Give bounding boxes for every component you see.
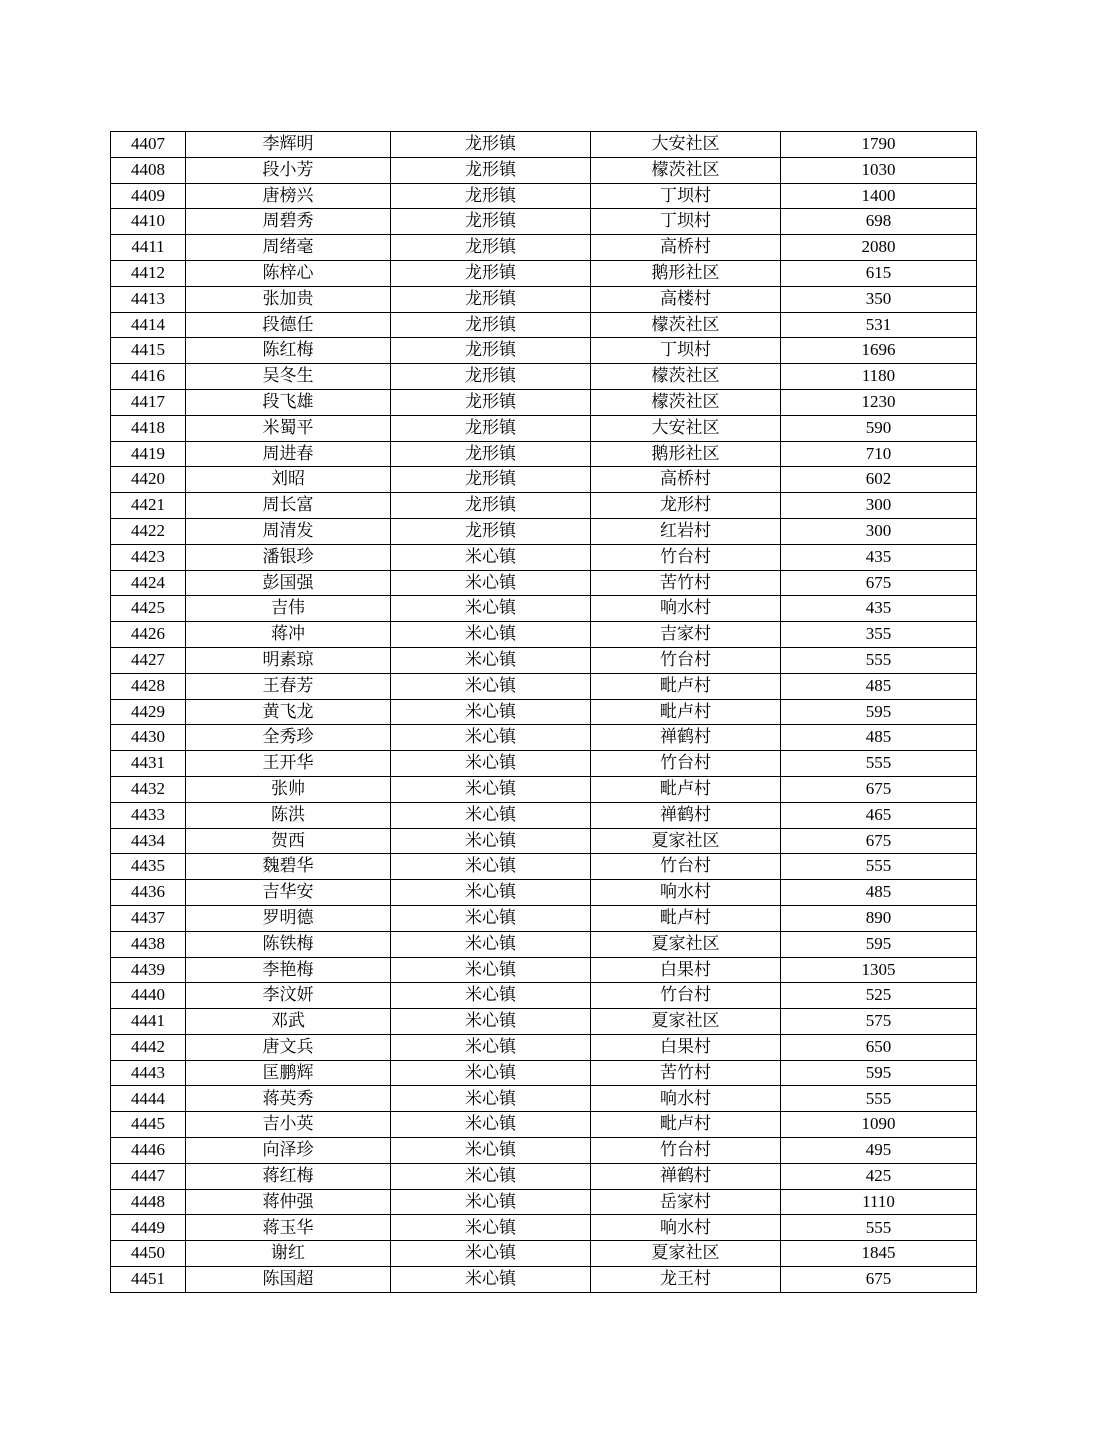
cell-amount: 1400 [781,183,977,209]
cell-name: 蒋红梅 [186,1163,391,1189]
cell-id: 4420 [111,467,186,493]
cell-village: 竹台村 [591,854,781,880]
cell-amount: 1696 [781,338,977,364]
cell-amount: 465 [781,802,977,828]
cell-amount: 555 [781,1086,977,1112]
cell-village: 禅鹤村 [591,725,781,751]
cell-town: 米心镇 [391,1241,591,1267]
cell-id: 4449 [111,1215,186,1241]
cell-id: 4439 [111,957,186,983]
cell-name: 蒋冲 [186,622,391,648]
cell-amount: 485 [781,673,977,699]
table-row [111,957,977,983]
table-row [111,493,977,519]
table-row [111,286,977,312]
cell-town: 米心镇 [391,1112,591,1138]
cell-village: 鹅形社区 [591,260,781,286]
cell-amount: 485 [781,725,977,751]
cell-name: 陈铁梅 [186,931,391,957]
cell-village: 檬茨社区 [591,364,781,390]
cell-name: 段飞雄 [186,389,391,415]
cell-amount: 495 [781,1138,977,1164]
cell-amount: 675 [781,828,977,854]
cell-name: 全秀珍 [186,725,391,751]
table-row [111,1189,977,1215]
cell-village: 竹台村 [591,544,781,570]
cell-id: 4408 [111,157,186,183]
cell-village: 大安社区 [591,132,781,158]
cell-town: 米心镇 [391,1138,591,1164]
cell-amount: 1790 [781,132,977,158]
cell-name: 周碧秀 [186,209,391,235]
cell-id: 4409 [111,183,186,209]
table-row [111,1163,977,1189]
cell-id: 4440 [111,983,186,1009]
cell-village: 夏家社区 [591,1009,781,1035]
cell-town: 龙形镇 [391,364,591,390]
cell-amount: 595 [781,699,977,725]
table-row [111,235,977,261]
cell-village: 岳家村 [591,1189,781,1215]
cell-amount: 355 [781,622,977,648]
cell-name: 刘昭 [186,467,391,493]
cell-village: 丁坝村 [591,209,781,235]
table-row [111,802,977,828]
cell-name: 罗明德 [186,905,391,931]
cell-town: 龙形镇 [391,441,591,467]
cell-village: 禅鹤村 [591,802,781,828]
cell-village: 苦竹村 [591,1060,781,1086]
table-row [111,1060,977,1086]
cell-village: 白果村 [591,1034,781,1060]
table-row [111,183,977,209]
cell-amount: 555 [781,1215,977,1241]
table-row [111,776,977,802]
table-row [111,1138,977,1164]
cell-name: 黄飞龙 [186,699,391,725]
cell-amount: 1180 [781,364,977,390]
cell-id: 4431 [111,751,186,777]
cell-amount: 435 [781,596,977,622]
cell-name: 段德任 [186,312,391,338]
cell-id: 4437 [111,905,186,931]
cell-town: 米心镇 [391,622,591,648]
cell-town: 米心镇 [391,1009,591,1035]
cell-village: 毗卢村 [591,776,781,802]
cell-id: 4414 [111,312,186,338]
cell-id: 4425 [111,596,186,622]
cell-town: 米心镇 [391,570,591,596]
cell-amount: 675 [781,570,977,596]
cell-village: 龙王村 [591,1267,781,1293]
cell-id: 4434 [111,828,186,854]
cell-name: 陈红梅 [186,338,391,364]
table-row [111,1112,977,1138]
cell-name: 匡鹏辉 [186,1060,391,1086]
cell-name: 潘银珍 [186,544,391,570]
cell-town: 米心镇 [391,1215,591,1241]
cell-id: 4419 [111,441,186,467]
cell-name: 王开华 [186,751,391,777]
cell-village: 响水村 [591,1086,781,1112]
cell-town: 龙形镇 [391,260,591,286]
cell-name: 周清发 [186,518,391,544]
table-row [111,441,977,467]
cell-id: 4423 [111,544,186,570]
cell-town: 龙形镇 [391,467,591,493]
cell-town: 龙形镇 [391,415,591,441]
table-row [111,1009,977,1035]
table-row [111,1086,977,1112]
cell-town: 米心镇 [391,1267,591,1293]
cell-id: 4444 [111,1086,186,1112]
cell-id: 4430 [111,725,186,751]
table-row [111,699,977,725]
table-row [111,673,977,699]
table-row [111,209,977,235]
cell-id: 4429 [111,699,186,725]
cell-town: 龙形镇 [391,518,591,544]
table-row [111,467,977,493]
cell-village: 响水村 [591,596,781,622]
cell-amount: 1030 [781,157,977,183]
cell-amount: 525 [781,983,977,1009]
cell-id: 4441 [111,1009,186,1035]
cell-town: 龙形镇 [391,157,591,183]
cell-village: 竹台村 [591,1138,781,1164]
cell-town: 龙形镇 [391,183,591,209]
cell-name: 陈国超 [186,1267,391,1293]
table-row [111,931,977,957]
cell-name: 段小芳 [186,157,391,183]
cell-amount: 2080 [781,235,977,261]
cell-id: 4438 [111,931,186,957]
cell-name: 彭国强 [186,570,391,596]
cell-town: 米心镇 [391,596,591,622]
cell-id: 4433 [111,802,186,828]
data-table [110,131,977,1293]
cell-amount: 698 [781,209,977,235]
table-row [111,983,977,1009]
cell-id: 4412 [111,260,186,286]
cell-town: 米心镇 [391,1086,591,1112]
cell-name: 明素琼 [186,647,391,673]
cell-town: 米心镇 [391,544,591,570]
cell-id: 4443 [111,1060,186,1086]
cell-name: 王春芳 [186,673,391,699]
cell-id: 4435 [111,854,186,880]
cell-amount: 650 [781,1034,977,1060]
cell-amount: 1230 [781,389,977,415]
cell-town: 米心镇 [391,957,591,983]
cell-village: 丁坝村 [591,183,781,209]
cell-amount: 602 [781,467,977,493]
table-row [111,854,977,880]
cell-amount: 1110 [781,1189,977,1215]
table-row [111,364,977,390]
table-row [111,751,977,777]
cell-name: 蒋玉华 [186,1215,391,1241]
cell-id: 4422 [111,518,186,544]
cell-village: 大安社区 [591,415,781,441]
cell-town: 米心镇 [391,1060,591,1086]
cell-village: 龙形村 [591,493,781,519]
cell-name: 陈梓心 [186,260,391,286]
cell-id: 4447 [111,1163,186,1189]
cell-id: 4407 [111,132,186,158]
cell-name: 吴冬生 [186,364,391,390]
cell-id: 4426 [111,622,186,648]
cell-village: 白果村 [591,957,781,983]
cell-town: 米心镇 [391,828,591,854]
table-row [111,596,977,622]
table-row [111,1215,977,1241]
cell-town: 米心镇 [391,1163,591,1189]
table-row [111,157,977,183]
cell-town: 龙形镇 [391,235,591,261]
table-row [111,880,977,906]
cell-village: 丁坝村 [591,338,781,364]
cell-village: 檬茨社区 [591,389,781,415]
cell-name: 李辉明 [186,132,391,158]
cell-village: 高桥村 [591,467,781,493]
cell-village: 响水村 [591,1215,781,1241]
cell-town: 米心镇 [391,673,591,699]
cell-village: 竹台村 [591,647,781,673]
cell-id: 4418 [111,415,186,441]
cell-amount: 300 [781,493,977,519]
cell-village: 吉家村 [591,622,781,648]
cell-town: 龙形镇 [391,312,591,338]
cell-village: 禅鹤村 [591,1163,781,1189]
cell-amount: 590 [781,415,977,441]
cell-amount: 595 [781,1060,977,1086]
cell-amount: 890 [781,905,977,931]
cell-village: 夏家社区 [591,828,781,854]
cell-amount: 300 [781,518,977,544]
cell-amount: 615 [781,260,977,286]
cell-id: 4417 [111,389,186,415]
cell-name: 唐文兵 [186,1034,391,1060]
cell-amount: 575 [781,1009,977,1035]
cell-id: 4448 [111,1189,186,1215]
cell-town: 米心镇 [391,880,591,906]
cell-town: 龙形镇 [391,132,591,158]
cell-village: 毗卢村 [591,1112,781,1138]
cell-id: 4436 [111,880,186,906]
cell-village: 夏家社区 [591,931,781,957]
table-row [111,828,977,854]
cell-id: 4450 [111,1241,186,1267]
table-row [111,415,977,441]
cell-name: 蒋英秀 [186,1086,391,1112]
table-row [111,518,977,544]
cell-town: 龙形镇 [391,389,591,415]
cell-town: 米心镇 [391,1034,591,1060]
cell-id: 4421 [111,493,186,519]
cell-amount: 595 [781,931,977,957]
table-row [111,544,977,570]
cell-id: 4432 [111,776,186,802]
cell-name: 李艳梅 [186,957,391,983]
cell-village: 毗卢村 [591,699,781,725]
table-row [111,905,977,931]
cell-town: 米心镇 [391,905,591,931]
cell-town: 米心镇 [391,699,591,725]
cell-town: 米心镇 [391,802,591,828]
cell-name: 张帅 [186,776,391,802]
cell-village: 檬茨社区 [591,157,781,183]
cell-id: 4442 [111,1034,186,1060]
cell-amount: 435 [781,544,977,570]
cell-name: 李汶妍 [186,983,391,1009]
cell-id: 4427 [111,647,186,673]
cell-town: 米心镇 [391,1189,591,1215]
cell-town: 米心镇 [391,647,591,673]
cell-id: 4451 [111,1267,186,1293]
cell-name: 邓武 [186,1009,391,1035]
table-body [111,132,977,1293]
cell-amount: 1845 [781,1241,977,1267]
cell-name: 张加贵 [186,286,391,312]
cell-name: 周长富 [186,493,391,519]
cell-amount: 675 [781,776,977,802]
table-row [111,389,977,415]
cell-town: 龙形镇 [391,286,591,312]
cell-village: 苦竹村 [591,570,781,596]
cell-name: 贺西 [186,828,391,854]
cell-id: 4446 [111,1138,186,1164]
table-row [111,312,977,338]
cell-amount: 555 [781,751,977,777]
cell-amount: 710 [781,441,977,467]
cell-id: 4415 [111,338,186,364]
cell-id: 4424 [111,570,186,596]
cell-town: 米心镇 [391,931,591,957]
cell-name: 周绪毫 [186,235,391,261]
cell-town: 米心镇 [391,725,591,751]
cell-town: 龙形镇 [391,493,591,519]
cell-amount: 531 [781,312,977,338]
cell-name: 吉小英 [186,1112,391,1138]
cell-village: 毗卢村 [591,673,781,699]
cell-village: 高楼村 [591,286,781,312]
cell-name: 唐榜兴 [186,183,391,209]
cell-amount: 555 [781,647,977,673]
cell-name: 谢红 [186,1241,391,1267]
table-row [111,132,977,158]
table-row [111,260,977,286]
cell-town: 米心镇 [391,776,591,802]
cell-name: 周进春 [186,441,391,467]
cell-amount: 1090 [781,1112,977,1138]
cell-village: 响水村 [591,880,781,906]
cell-id: 4416 [111,364,186,390]
table-row [111,725,977,751]
cell-town: 龙形镇 [391,209,591,235]
table-row [111,647,977,673]
table-row [111,1034,977,1060]
table-row [111,570,977,596]
cell-town: 米心镇 [391,854,591,880]
cell-amount: 1305 [781,957,977,983]
cell-village: 鹅形社区 [591,441,781,467]
cell-name: 米蜀平 [186,415,391,441]
cell-name: 吉伟 [186,596,391,622]
table-row [111,338,977,364]
cell-id: 4428 [111,673,186,699]
cell-amount: 425 [781,1163,977,1189]
cell-village: 檬茨社区 [591,312,781,338]
cell-village: 红岩村 [591,518,781,544]
cell-amount: 555 [781,854,977,880]
cell-town: 米心镇 [391,751,591,777]
cell-name: 魏碧华 [186,854,391,880]
cell-id: 4413 [111,286,186,312]
cell-name: 向泽珍 [186,1138,391,1164]
table-row [111,1241,977,1267]
cell-id: 4410 [111,209,186,235]
cell-amount: 350 [781,286,977,312]
cell-amount: 675 [781,1267,977,1293]
cell-town: 龙形镇 [391,338,591,364]
cell-village: 毗卢村 [591,905,781,931]
cell-village: 竹台村 [591,983,781,1009]
cell-village: 高桥村 [591,235,781,261]
cell-town: 米心镇 [391,983,591,1009]
cell-name: 陈洪 [186,802,391,828]
cell-name: 蒋仲强 [186,1189,391,1215]
cell-id: 4411 [111,235,186,261]
cell-village: 夏家社区 [591,1241,781,1267]
cell-id: 4445 [111,1112,186,1138]
table-row [111,1267,977,1293]
table-row [111,622,977,648]
cell-amount: 485 [781,880,977,906]
cell-village: 竹台村 [591,751,781,777]
cell-name: 吉华安 [186,880,391,906]
